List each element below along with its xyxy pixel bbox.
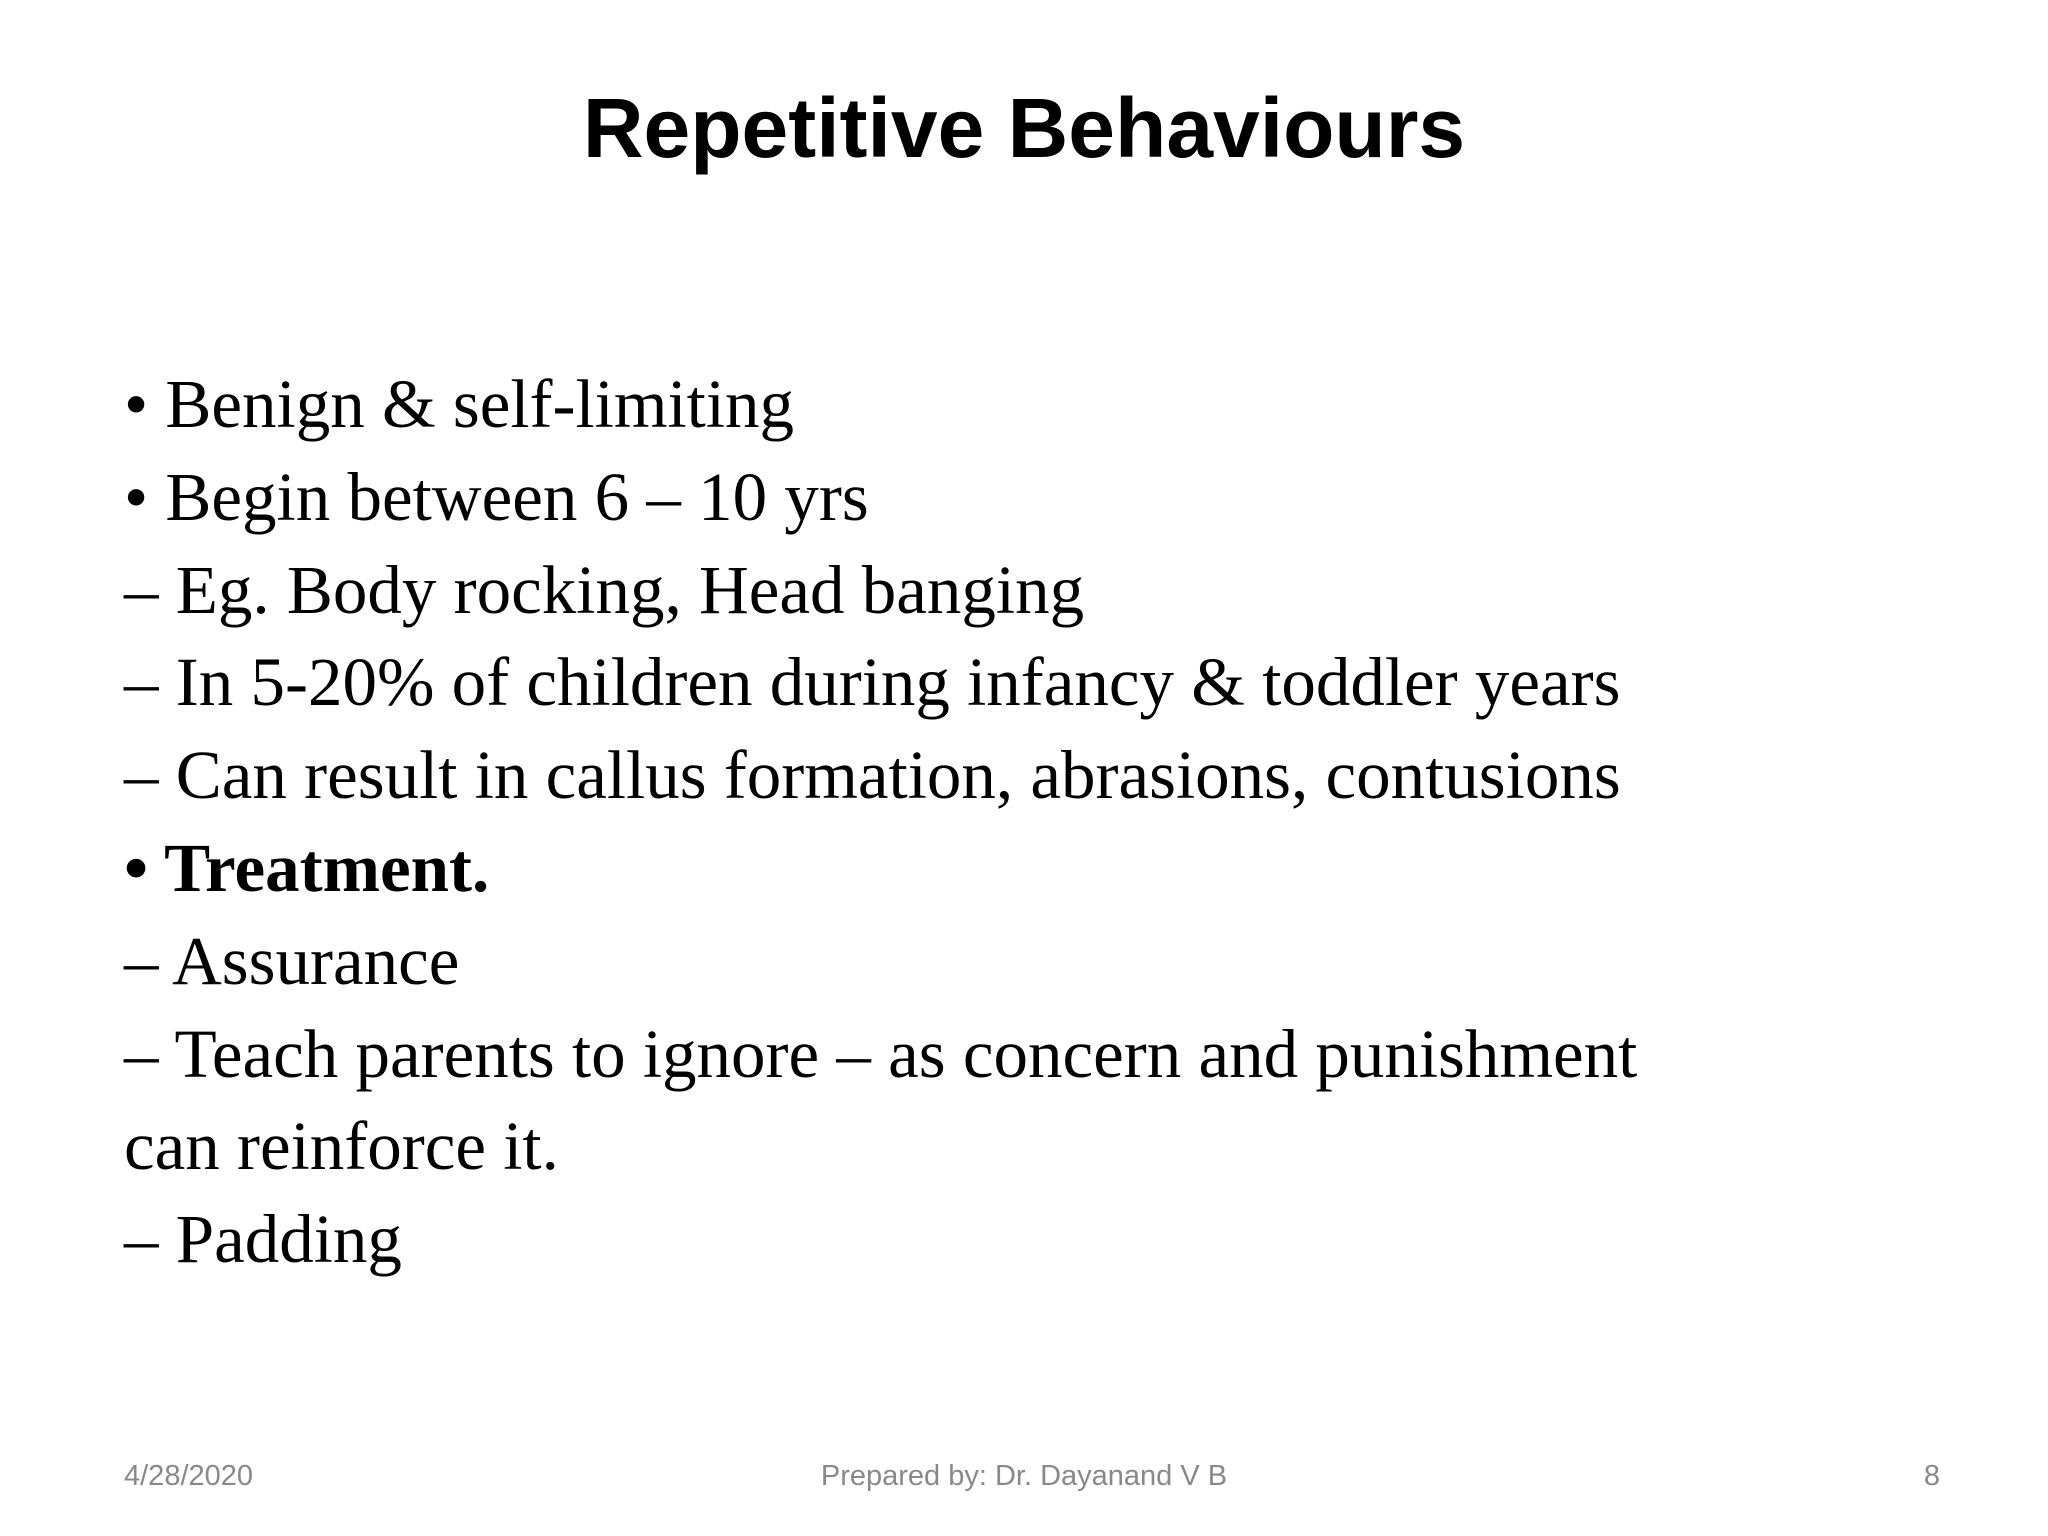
sub-bullet-line: – Assurance	[124, 922, 460, 999]
slide-number: 8	[1923, 1460, 1940, 1492]
bullet-line: • Benign & self-limiting	[124, 366, 795, 442]
sub-bullet-line: – Can result in callus formation, abrasions, contusions	[124, 737, 1621, 814]
footer-date: 4/28/2020	[124, 1460, 254, 1492]
sub-bullet-line: – Padding	[124, 1201, 402, 1278]
sub-bullet-line: – Eg. Body rocking, Head banging	[124, 551, 1085, 628]
slide-body	[124, 358, 1944, 1286]
slide-title: Repetitive Behaviours	[582, 81, 1466, 175]
treatment-heading: • Treatment.	[124, 829, 490, 906]
sub-bullet-line: – In 5-20% of children during infancy & toddler years	[124, 644, 1621, 721]
sub-bullet-line: – Teach parents to ignore – as concern and punishment	[124, 1015, 1638, 1092]
bullet-line: • Begin between 6 – 10 yrs	[124, 458, 869, 535]
sub-bullet-continuation: can reinforce it.	[124, 1108, 559, 1185]
footer-author: Prepared by: Dr. Dayanand V B	[820, 1460, 1228, 1492]
